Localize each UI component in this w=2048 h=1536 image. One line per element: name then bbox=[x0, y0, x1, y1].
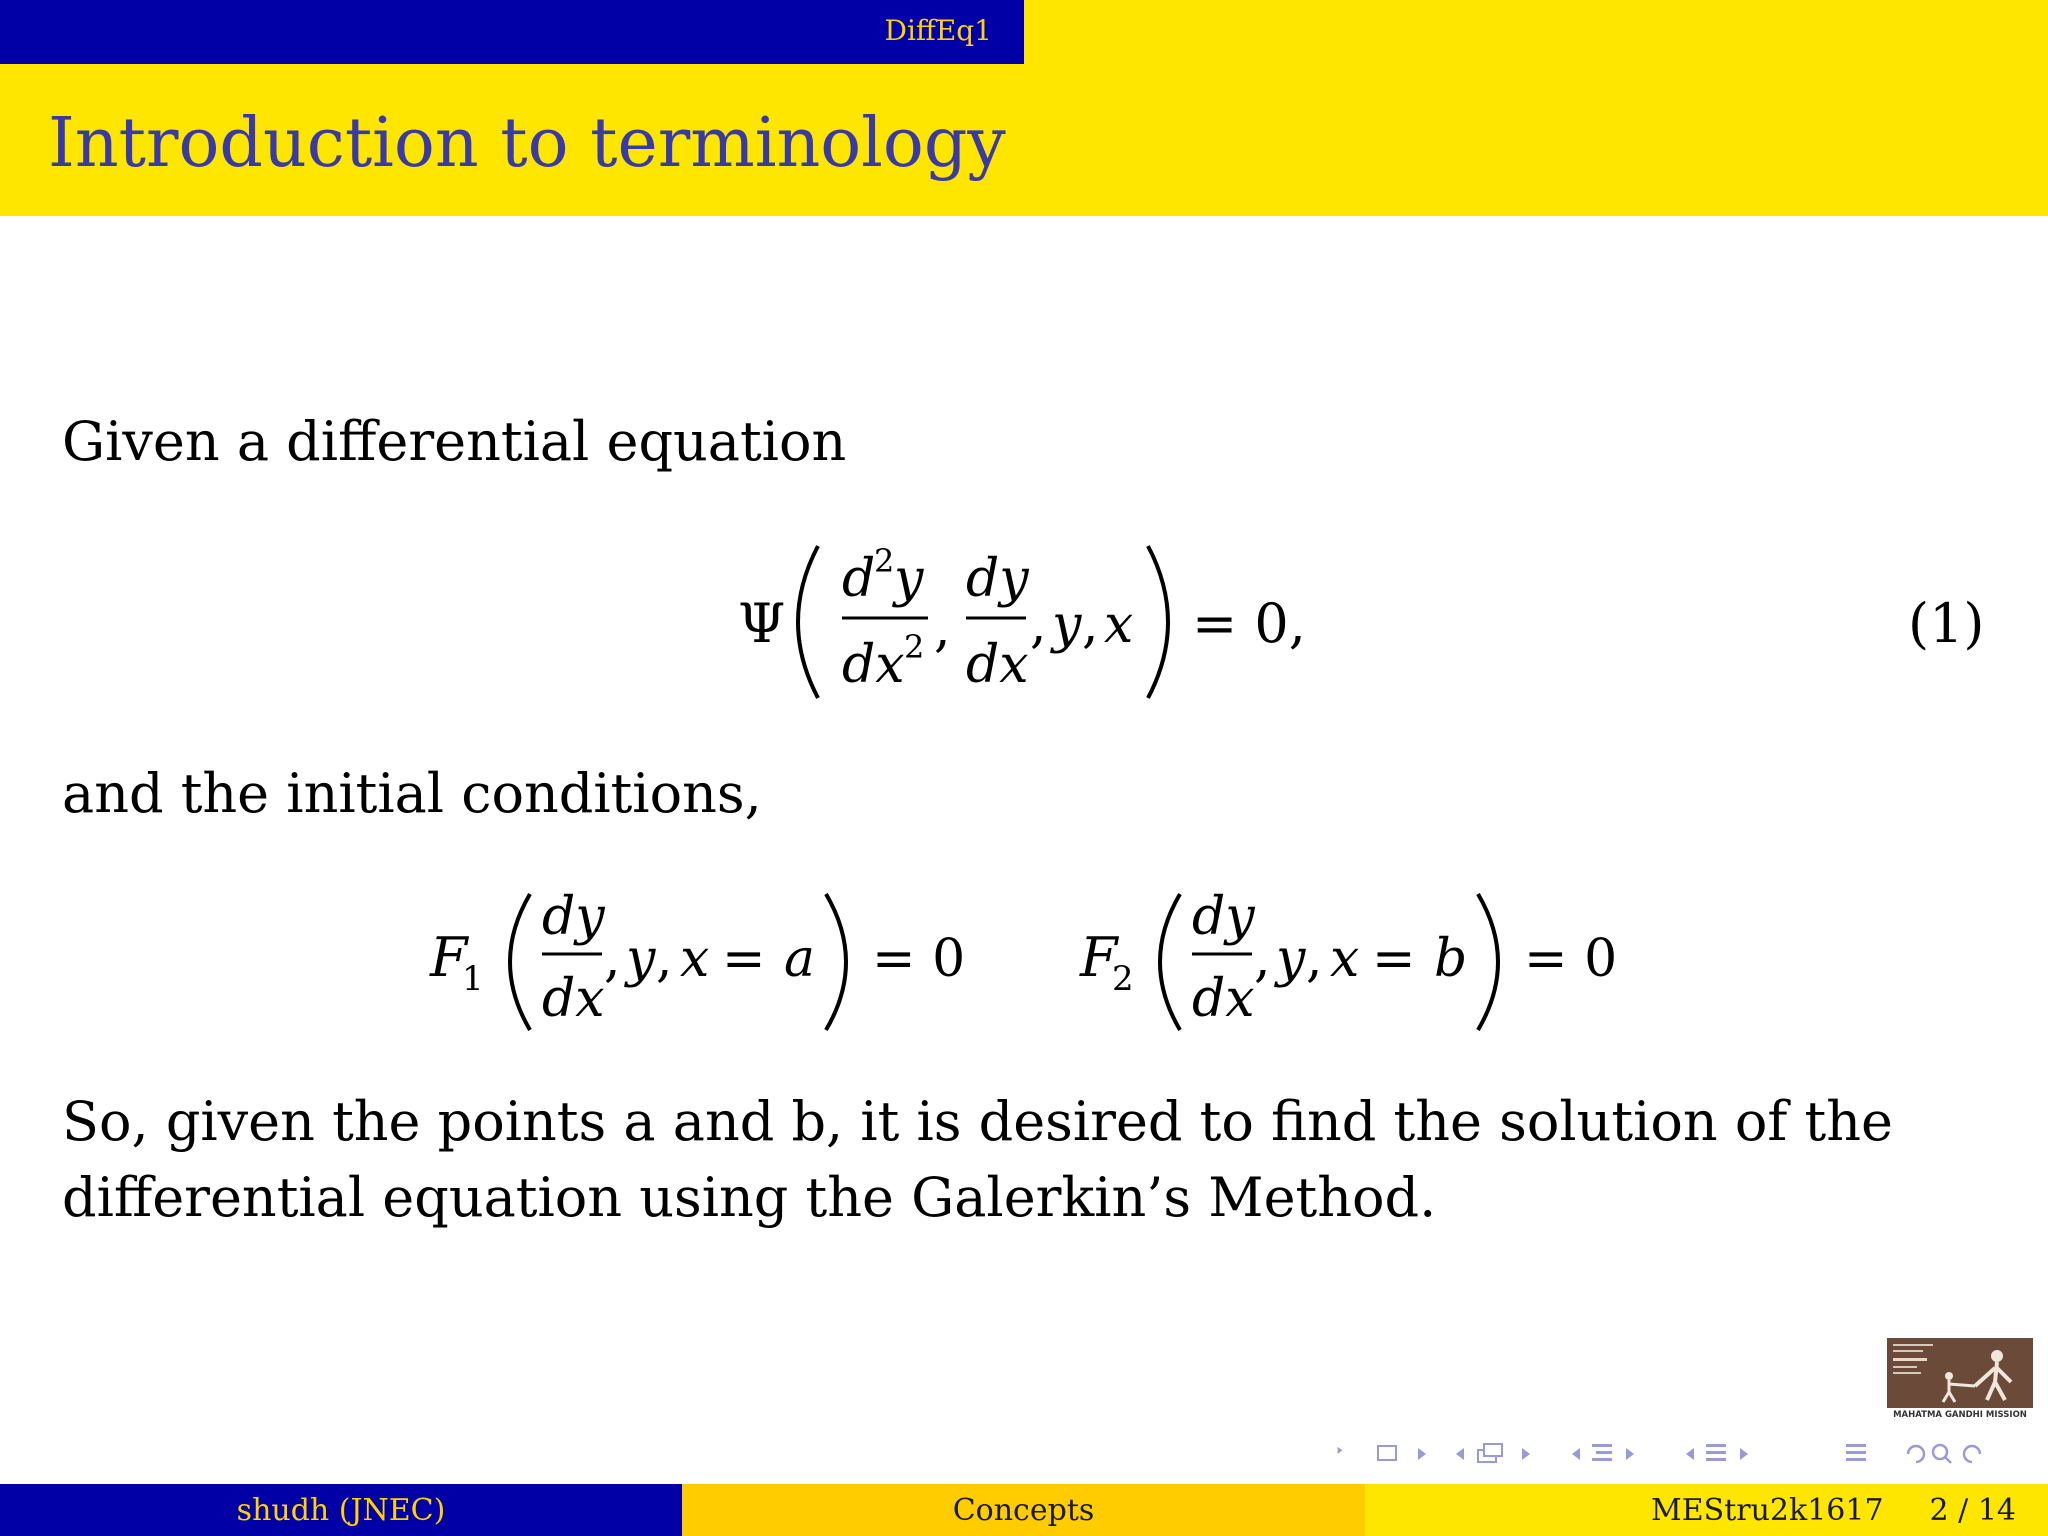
navigation-symbols bbox=[1330, 1436, 2030, 1472]
footer-page-number: 2 / 14 bbox=[1929, 1492, 2016, 1528]
footer-course: MEStru2k1617 bbox=[1651, 1492, 1884, 1528]
svg-text:dx: dx bbox=[842, 635, 905, 695]
svg-text:,: , bbox=[934, 599, 951, 659]
conditions-text: and the initial conditions, bbox=[62, 762, 762, 825]
nav-prev-icon[interactable] bbox=[1572, 1448, 1580, 1460]
svg-text:x: x bbox=[1330, 929, 1360, 989]
svg-text:dy: dy bbox=[1192, 887, 1255, 947]
svg-text:x: x bbox=[1104, 595, 1134, 655]
svg-text:dx: dx bbox=[966, 635, 1029, 695]
intro-text: Given a differential equation bbox=[62, 410, 847, 473]
svg-text:=: = bbox=[722, 929, 766, 989]
svg-text:,: , bbox=[1082, 595, 1099, 655]
svg-text:,: , bbox=[1254, 929, 1271, 989]
logo-caption: MAHATMA GANDHI MISSION bbox=[1893, 1410, 2027, 1420]
nav-prev-icon[interactable] bbox=[1686, 1448, 1694, 1460]
svg-text:2: 2 bbox=[904, 628, 925, 666]
svg-text:,: , bbox=[656, 929, 673, 989]
footer-section: Concepts bbox=[682, 1484, 1365, 1536]
frame-icon[interactable] bbox=[1378, 1446, 1396, 1460]
nav-next-icon[interactable] bbox=[1418, 1448, 1426, 1460]
search-icon[interactable] bbox=[1933, 1445, 1951, 1463]
section-icon[interactable] bbox=[1706, 1444, 1726, 1461]
nav-prev-icon[interactable] bbox=[1456, 1448, 1464, 1460]
svg-text:= 0: = 0 bbox=[872, 929, 966, 989]
subsection-icon[interactable] bbox=[1592, 1444, 1612, 1461]
nav-prev-icon[interactable] bbox=[1338, 1447, 1343, 1454]
svg-text:= 0,: = 0, bbox=[1192, 592, 1306, 655]
mgm-logo bbox=[1887, 1338, 2033, 1420]
svg-text:dx: dx bbox=[542, 969, 605, 1029]
nav-next-icon[interactable] bbox=[1740, 1448, 1748, 1460]
svg-text:dx: dx bbox=[1192, 969, 1255, 1029]
svg-text:a: a bbox=[784, 929, 816, 989]
svg-text:y: y bbox=[1052, 595, 1082, 655]
svg-text:x: x bbox=[680, 929, 710, 989]
conclusion-text: So, given the points a and b, it is desired to find the solution of the differential equation using the Galerkin’s Method. bbox=[62, 1090, 1893, 1229]
nav-next-icon[interactable] bbox=[1522, 1448, 1530, 1460]
nav-next-icon[interactable] bbox=[1626, 1448, 1634, 1460]
svg-text:2: 2 bbox=[874, 542, 895, 580]
svg-text:y: y bbox=[1276, 929, 1306, 989]
svg-text:1: 1 bbox=[462, 959, 484, 999]
svg-text:F: F bbox=[430, 926, 468, 989]
svg-text:Ψ: Ψ bbox=[738, 592, 786, 655]
svg-text:= 0: = 0 bbox=[1524, 929, 1618, 989]
svg-text:,: , bbox=[1030, 595, 1047, 655]
svg-text:dy: dy bbox=[966, 549, 1029, 609]
footer-author: shudh (JNEC) bbox=[0, 1484, 682, 1536]
svg-text:,: , bbox=[604, 929, 621, 989]
svg-text:y: y bbox=[626, 929, 656, 989]
svg-text:=: = bbox=[1372, 929, 1416, 989]
document-icon[interactable] bbox=[1846, 1444, 1866, 1461]
footer-right bbox=[1365, 1484, 2048, 1536]
section-label[interactable]: DiffEq1 bbox=[884, 14, 992, 47]
undo-icon[interactable] bbox=[1908, 1446, 1924, 1462]
svg-text:dy: dy bbox=[542, 887, 605, 947]
redo-icon[interactable] bbox=[1964, 1446, 1980, 1462]
svg-text:b: b bbox=[1434, 929, 1468, 989]
equation-number: (1) bbox=[1908, 592, 1985, 655]
svg-text:F: F bbox=[1080, 926, 1118, 989]
svg-text:d: d bbox=[842, 549, 876, 609]
svg-text:2: 2 bbox=[1112, 959, 1134, 999]
svg-text:y: y bbox=[894, 549, 924, 609]
slide-title: Introduction to terminology bbox=[48, 104, 1006, 183]
svg-text:,: , bbox=[1306, 929, 1323, 989]
subsection-frame-icon[interactable] bbox=[1478, 1444, 1502, 1462]
footer bbox=[0, 1484, 2048, 1536]
